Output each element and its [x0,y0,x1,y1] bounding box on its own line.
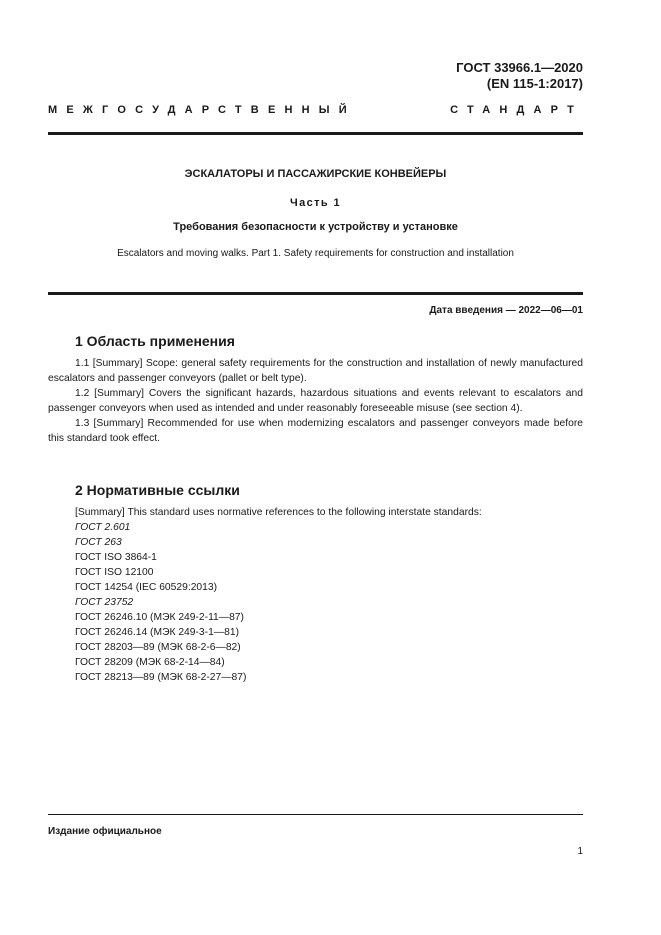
reference-item: ГОСТ 28213—89 (МЭК 68-2-27—87) [75,672,247,683]
footer-rule [48,814,583,815]
standard-banner [48,104,583,116]
references-list [48,520,583,685]
reference-item: ГОСТ 14254 (IEC 60529:2013) [75,582,218,593]
page-number: 1 [577,846,583,857]
document-title: ЭСКАЛАТОРЫ И ПАССАЖИРСКИЕ КОНВЕЙЕРЫ [184,168,447,180]
reference-item: ГОСТ 23752 [75,597,134,608]
paragraph-1-3: 1.3 [Summary] Recommended for use when modernizing escalators and passenger conveyors made before this standard took effect. [48,418,583,444]
document-english-title: Escalators and moving walks. Part 1. Safety requirements for construction and installation [117,248,514,259]
section-1-heading: 1 Область применения [75,333,235,349]
standard-code-line2: (EN 115-1:2017) [486,76,583,91]
reference-item: ГОСТ 2.601 [75,522,131,533]
banner-right: СТАНДАРТ [450,104,583,116]
reference-item: ГОСТ 26246.10 (МЭК 249-2-11—87) [75,612,244,623]
reference-item: ГОСТ 28203—89 (МЭК 68-2-6—82) [75,642,241,653]
standard-code-line1: ГОСТ 33966.1—2020 [456,60,583,75]
section-1-body [48,356,583,446]
reference-item: ГОСТ ISO 12100 [75,567,154,578]
section-2-heading: 2 Нормативные ссылки [75,482,240,498]
standard-code [456,60,583,92]
document-subtitle: Требования безопасности к устройству и установке [173,221,458,233]
official-edition-label: Издание официальное [48,826,162,837]
section-2-body [48,505,583,685]
paragraph-1-2: 1.2 [Summary] Covers the significant hazards, hazardous situations and events relevant to escalators and passenger conveyors when used as intended and under reasonably foreseeable misuse (see section 4). [48,388,583,414]
document-part: Часть 1 [289,197,342,209]
title-rule [48,292,583,295]
introduction-date: Дата введения — 2022—06—01 [429,305,583,316]
banner-left: МЕЖГОСУДАРСТВЕННЫЙ [48,104,356,116]
references-intro: [Summary] This standard uses normative references to the following interstate standards: [75,507,482,518]
reference-item: ГОСТ ISO 3864-1 [75,552,157,563]
reference-item: ГОСТ 26246.14 (МЭК 249-3-1—81) [75,627,239,638]
paragraph-1-1: 1.1 [Summary] Scope: general safety requirements for the construction and installation of newly manufactured escalators and passenger conveyors (pallet or belt type). [48,358,583,384]
reference-item: ГОСТ 28209 (МЭК 68-2-14—84) [75,657,225,668]
header-rule [48,132,583,135]
reference-item: ГОСТ 263 [75,537,122,548]
